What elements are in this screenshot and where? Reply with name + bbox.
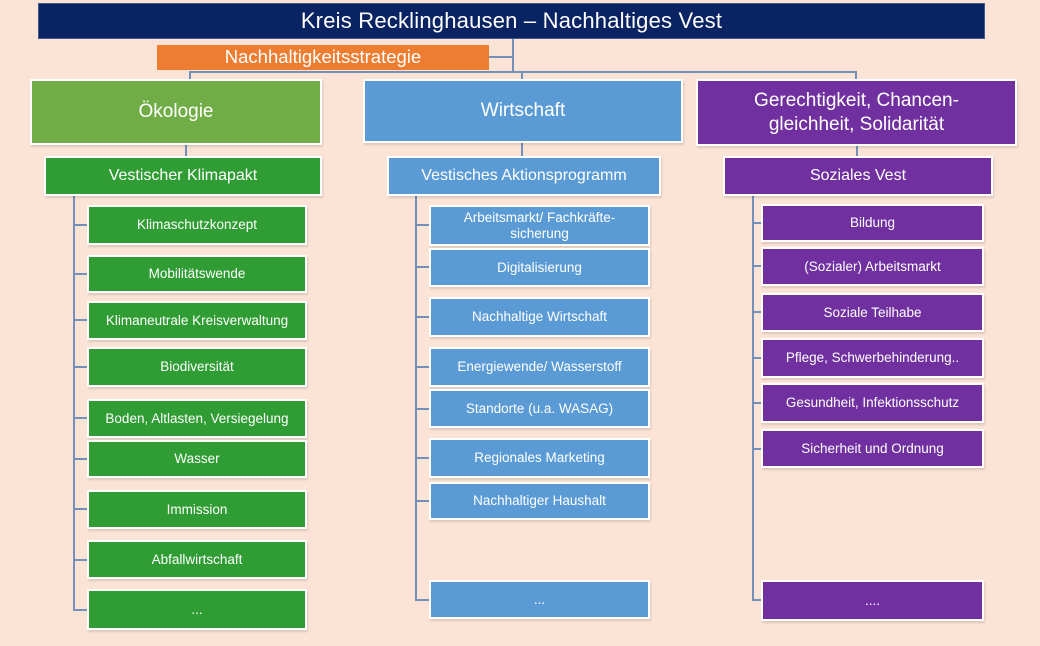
- program-vestisches-aktionsprogramm: Vestisches Aktionsprogramm: [387, 156, 661, 196]
- connector-line: [856, 146, 858, 156]
- connector-line: [415, 599, 429, 601]
- connector-line: [415, 266, 429, 268]
- connector-line: [415, 408, 429, 410]
- item-soziales: Sicherheit und Ordnung: [761, 429, 984, 468]
- connector-line: [185, 145, 187, 156]
- item-soziales: Gesundheit, Infektionsschutz: [761, 383, 984, 423]
- column-header-soziales: Gerechtigkeit, Chancen-gleichheit, Solidarität: [696, 79, 1017, 146]
- connector-line: [752, 402, 761, 404]
- item-oekologie: Biodiversität: [87, 347, 307, 387]
- item-wirtschaft: Standorte (u.a. WASAG): [429, 389, 650, 428]
- connector-line: [415, 224, 429, 226]
- item-wirtschaft: Regionales Marketing: [429, 438, 650, 478]
- connector-line: [752, 265, 761, 267]
- item-wirtschaft: Digitalisierung: [429, 248, 650, 287]
- item-oekologie: ...: [87, 589, 307, 630]
- item-wirtschaft: Nachhaltiger Haushalt: [429, 482, 650, 520]
- item-oekologie: Klimaneutrale Kreisverwaltung: [87, 301, 307, 340]
- item-soziales: Bildung: [761, 204, 984, 242]
- connector-line: [752, 222, 761, 224]
- connector-line: [752, 599, 761, 601]
- connector-line: [73, 559, 87, 561]
- connector-line: [489, 56, 514, 58]
- connector-line: [752, 357, 761, 359]
- connector-line: [415, 366, 429, 368]
- connector-line: [73, 366, 87, 368]
- item-oekologie: Wasser: [87, 440, 307, 478]
- item-soziales: ....: [761, 580, 984, 621]
- item-wirtschaft: Energiewende/ Wasserstoff: [429, 347, 650, 387]
- connector-line: [752, 311, 761, 313]
- connector-line: [73, 458, 87, 460]
- connector-line: [73, 508, 87, 510]
- connector-line: [73, 609, 87, 611]
- item-wirtschaft: Arbeitsmarkt/ Fachkräfte-sicherung: [429, 205, 650, 246]
- connector-line: [73, 196, 75, 611]
- item-oekologie: Klimaschutzkonzept: [87, 205, 307, 245]
- connector-line: [521, 143, 523, 156]
- strategy-label: Nachhaltigkeitsstrategie: [157, 45, 489, 70]
- connector-line: [415, 196, 417, 601]
- connector-line: [73, 273, 87, 275]
- item-soziales: Pflege, Schwerbehinderung..: [761, 338, 984, 378]
- connector-line: [415, 500, 429, 502]
- page-title: Kreis Recklinghausen – Nachhaltiges Vest: [38, 3, 985, 39]
- item-oekologie: Boden, Altlasten, Versiegelung: [87, 399, 307, 438]
- item-wirtschaft: ...: [429, 580, 650, 619]
- item-oekologie: Immission: [87, 490, 307, 529]
- column-header-oekologie: Ökologie: [30, 79, 322, 145]
- connector-line: [752, 448, 761, 450]
- column-header-wirtschaft: Wirtschaft: [363, 79, 683, 143]
- connector-line: [73, 417, 87, 419]
- connector-line: [415, 316, 429, 318]
- connector-line: [73, 319, 87, 321]
- item-oekologie: Abfallwirtschaft: [87, 540, 307, 579]
- connector-line: [415, 457, 429, 459]
- item-soziales: (Sozialer) Arbeitsmarkt: [761, 247, 984, 286]
- item-wirtschaft: Nachhaltige Wirtschaft: [429, 297, 650, 337]
- connector-line: [512, 38, 514, 72]
- item-soziales: Soziale Teilhabe: [761, 293, 984, 332]
- item-oekologie: Mobilitätswende: [87, 255, 307, 293]
- connector-line: [73, 224, 87, 226]
- connector-line: [189, 71, 857, 73]
- program-soziales-vest: Soziales Vest: [723, 156, 993, 196]
- program-vestischer-klimapakt: Vestischer Klimapakt: [44, 156, 322, 196]
- connector-line: [752, 196, 754, 601]
